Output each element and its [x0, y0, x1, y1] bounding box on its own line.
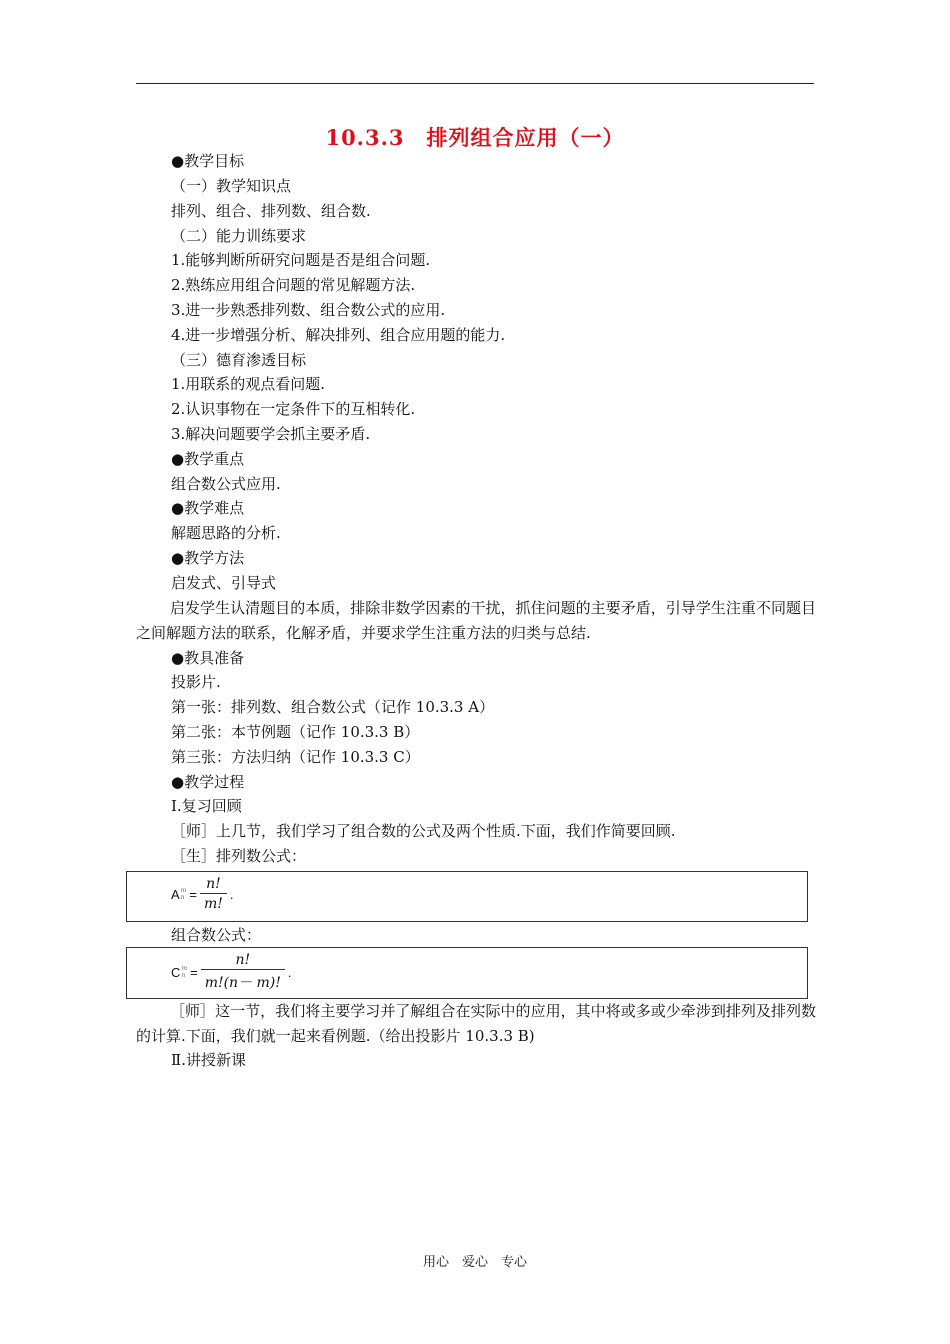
- combination-formula: [171, 952, 292, 992]
- subheading-new-lesson: Ⅱ.讲授新课: [171, 1051, 246, 1069]
- page-footer: 用心 爱心 专心: [422, 1255, 527, 1270]
- paragraph-method: 启发学生认清题目的本质，排除非数学因素的干扰，抓住问题的主要矛盾，引导学生注重不同题目之间解题方法的联系，化解矛盾，并要求学生注重方法的归类与总结.: [136, 599, 816, 642]
- list-item: 4.进一步增强分析、解决排列、组合应用题的能力.: [171, 326, 506, 344]
- section-heading-key-point: ●教学重点: [171, 450, 245, 468]
- subheading-ability: （二）能力训练要求: [171, 227, 307, 245]
- slide-item: 第一张：排列数、组合数公式（记作 10.3.3 A）: [171, 698, 495, 716]
- header-rule: [136, 83, 814, 84]
- subheading-moral: （三）德育渗透目标: [171, 351, 307, 369]
- fraction-denominator: m!: [200, 893, 227, 912]
- formula-superscript: m: [181, 965, 188, 972]
- label-combination-formula: 组合数公式：: [171, 926, 262, 944]
- list-item: 1.用联系的观点看问题.: [171, 375, 326, 393]
- fraction-numerator: n!: [206, 876, 221, 892]
- formula-box-combination: [126, 947, 808, 999]
- formula-period: .: [229, 886, 234, 902]
- formula-subscript: n: [181, 972, 186, 979]
- dialogue-teacher: ［师］上几节，我们学习了组合数的公式及两个性质.下面，我们作简要回顾.: [171, 822, 676, 840]
- text-line: 组合数公式应用.: [171, 475, 281, 493]
- slide-item: 第二张：本节例题（记作 10.3.3 B）: [171, 723, 420, 741]
- section-heading-tools: ●教具准备: [171, 649, 245, 667]
- subheading-review: Ⅰ.复习回顾: [171, 797, 242, 815]
- equals-sign: =: [189, 886, 197, 902]
- list-item: 3.进一步熟悉排列数、组合数公式的应用.: [171, 301, 446, 319]
- subheading-knowledge: （一）教学知识点: [171, 177, 292, 195]
- equals-sign: =: [190, 964, 198, 980]
- formula-period: .: [287, 964, 292, 980]
- text-line: 投影片.: [171, 673, 221, 691]
- permutation-formula: [171, 876, 234, 912]
- list-item: 1.能够判断所研究问题是否是组合问题.: [171, 251, 431, 269]
- section-heading-objectives: ●教学目标: [171, 152, 245, 170]
- text-line: 解题思路的分析.: [171, 524, 281, 542]
- section-heading-method: ●教学方法: [171, 549, 245, 567]
- formula-superscript: m: [180, 887, 187, 894]
- paragraph-teacher: ［师］这一节，我们将主要学习并了解组合在实际中的应用，其中将或多或少牵涉到排列及排列数的计算.下面，我们就一起来看例题.（给出投影片 10.3.3 B): [136, 1002, 816, 1045]
- formula-symbol: A: [171, 886, 180, 902]
- list-item: 2.熟练应用组合问题的常见解题方法.: [171, 276, 416, 294]
- dialogue-student: ［生］排列数公式：: [171, 847, 307, 865]
- text-line: 启发式、引导式: [171, 574, 277, 592]
- page-title: 10.3.3 排列组合应用（一）: [325, 125, 625, 150]
- fraction: [201, 952, 285, 992]
- formula-box-permutation: [126, 871, 808, 922]
- fraction-denominator: m!(n－ m)!: [201, 969, 285, 992]
- formula-symbol: C: [171, 964, 181, 980]
- section-heading-difficulty: ●教学难点: [171, 499, 245, 517]
- list-item: 2.认识事物在一定条件下的互相转化.: [171, 400, 416, 418]
- section-heading-process: ●教学过程: [171, 773, 245, 791]
- list-item: 3.解决问题要学会抓主要矛盾.: [171, 425, 371, 443]
- slide-item: 第三张：方法归纳（记作 10.3.3 C）: [171, 748, 420, 766]
- formula-subscript: n: [180, 894, 185, 901]
- fraction-numerator: n!: [235, 952, 251, 968]
- text-line: 排列、组合、排列数、组合数.: [171, 202, 371, 220]
- fraction: [200, 876, 227, 912]
